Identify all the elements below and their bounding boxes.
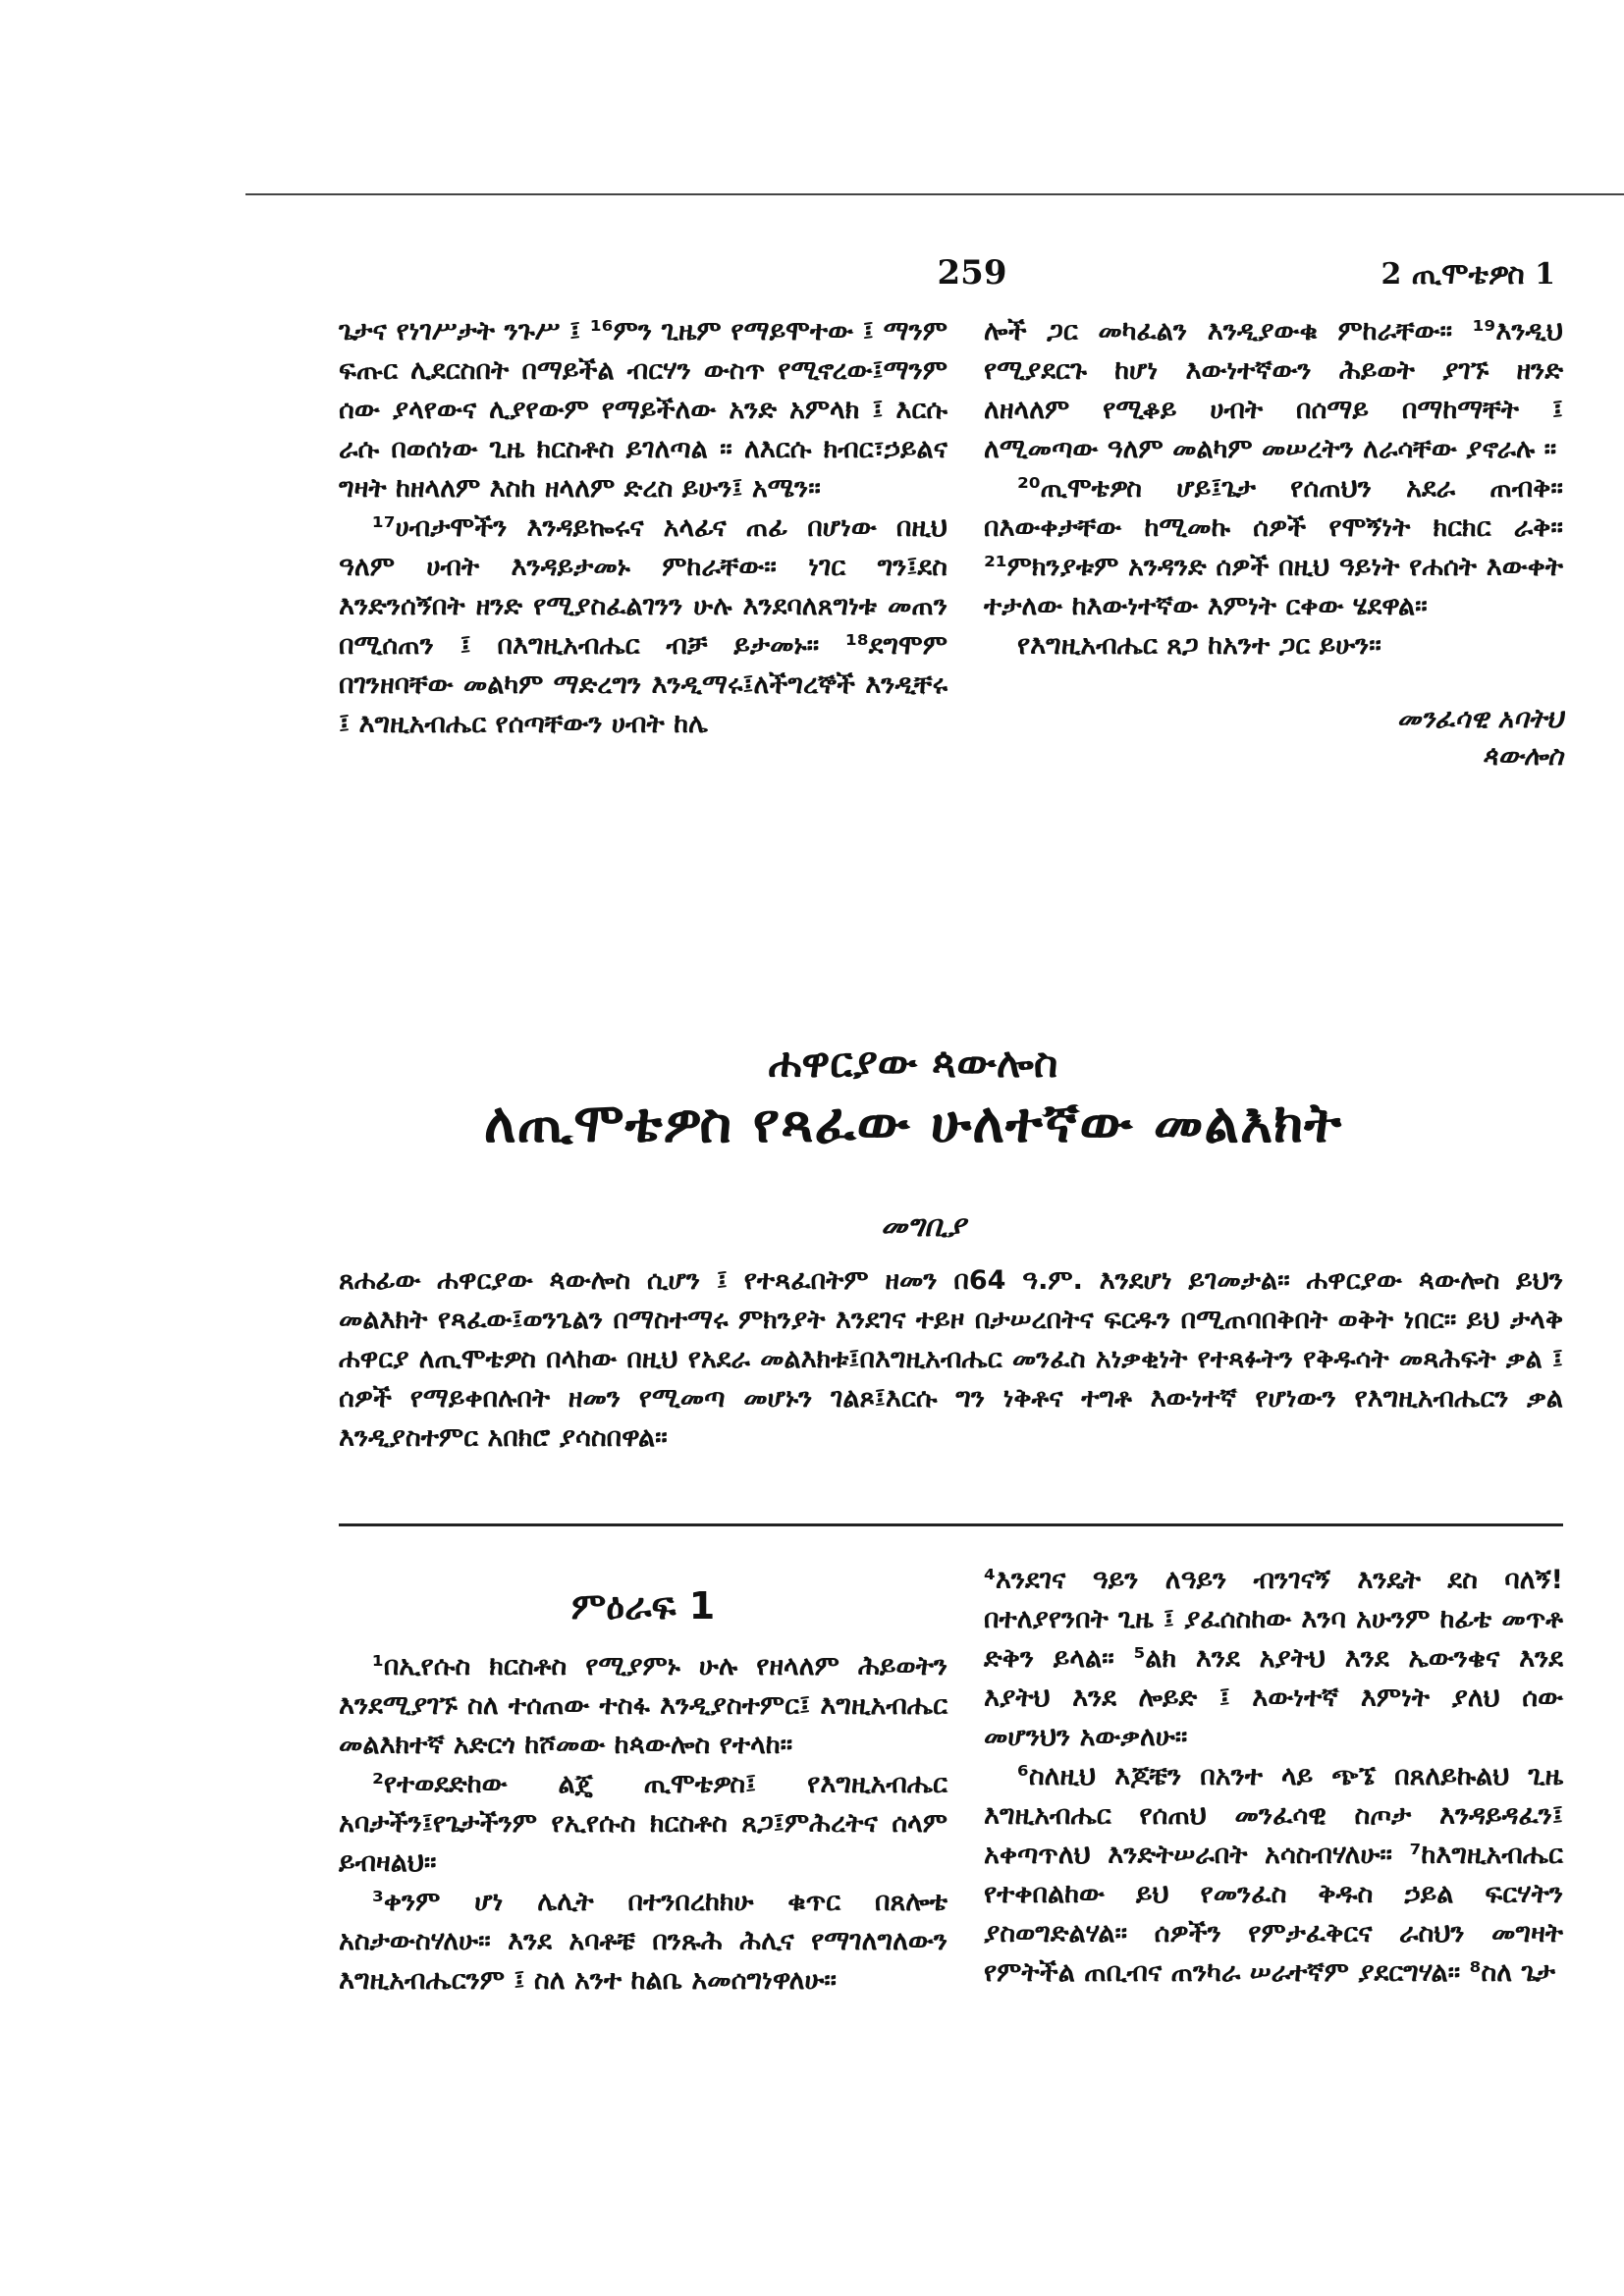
chapter-heading: ምዕራፍ 1 (570, 1584, 716, 1628)
paragraph: የእግዚአብሔር ጸጋ ከአንተ ጋር ይሁን። (1017, 630, 1381, 661)
paragraph: ²⁰ጢሞቴዎስ ሆይ፤ጌታ የሰጠህን አደራ ጠብቅ። በእውቀታቸው ከሚመኩ ሰዎች የሞኝነት ክርክር ራቅ። ²¹ምክንያቱም አንዳንድ ሰዎች በዚህ ዓይነት የሐሰት እውቀት ተታለው ከእውነተኛው እምነት ርቀው ሄደዋል። (984, 473, 1563, 621)
page-number: 259 (937, 253, 1007, 293)
intro-text: ጸሐፊው ሐዋርያው ጳውሎስ ሲሆን ፤ የተጻፈበትም ዘመን በ64 ዓ.ም. እንደሆነ ይገመታል። ሐዋርያው ጳውሎስ ይህን መልእክት የጻፈው፤ወንጌልን በማስተማሩ ምክንያት እንደገና ተይዞ በታሠረበትና ፍርዱን በሚጠባበቅበት ወቅት ነበር። ይህ ታላቅ ሐዋርያ ለጢሞቴዎስ በላከው በዚህ የአደራ መልእክቱ፤በእግዚአብሔር መንፈስ አነቃቂነት የተጻፉትን የቅዱሳት መጻሕፍት ቃል ፤ ሰዎች የማይቀበሉበት ዘመን የሚመጣ መሆኑን ገልጾ፤እርሱ ግን ነቅቶና ተግቶ እውነተኛ የሆነውን የእግዚአብሔርን ቃል እንዲያስተምር አበክሮ ያሳስበዋል። (339, 1265, 1563, 1453)
signature-name: ጳውሎስ (1482, 741, 1563, 772)
chapter-column-1 (339, 1580, 947, 2001)
paragraph: ¹⁷ሀብታሞችን እንዳይኰሩና አላፊና ጠፊ በሆነው በዚህ ዓለም ሀብት እንዳይታመኑ ምከራቸው። ነገር ግን፤ደስ እንድንሰኝበት ዘንድ የሚያስፈልገንን ሁሉ እንደባለጸግነቱ መጠን በሚሰጠን ፤ በእግዚአብሔር ብቻ ይታመኑ። ¹⁸ደግሞም በገንዘባቸው መልካም ማድረግን እንዲማሩ፤ለችግረኞች እንዲቸሩ ፤ እግዚአብሔር የሰጣቸውን ሀብት ከሌ (339, 512, 947, 739)
paragraph: ⁶ስለዚህ እጆቼን በአንተ ላይ ጭኜ በጸለይኩልህ ጊዜ እግዚአብሔር የሰጠህ መንፈሳዊ ስጦታ እንዳይዳፈን፤ አቀጣጥለህ እንድትሠራበት አሳስብሃለሁ። ⁷ከእግዚአብሔር የተቀበልከው ይህ የመንፈስ ቅዱስ ኃይል ፍርሃትን ያስወግድልሃል። ሰዎችን የምታፈቅርና ራስህን መግዛት የምትችል ጠቢብና ጠንካራ ሠራተኛም ያደርግሃል። ⁸ስለ ጌታ (984, 1761, 1563, 1988)
book-author: ሐዋርያው ጳውሎስ (768, 1039, 1058, 1087)
top-rule (245, 193, 1624, 195)
paragraph: ⁴እንደገና ዓይን ለዓይን ብንገናኝ እንዴት ደስ ባለኝ! በተለያየንበት ጊዜ ፤ ያፈሰስከው እንባ አሁንም ከፊቴ መጥቶ ድቅን ይላል። ⁵ልክ እንደ አያትህ እንደ ኤውንቄና እንደ እያትህ እንደ ሎይድ ፤ እውነተኛ እምነት ያለህ ሰው መሆንህን አውቃለሁ። (984, 1565, 1563, 1752)
chapter-column-2 (984, 1561, 1563, 1993)
paragraph: ²የተወደድከው ልጄ ጢሞቴዎስ፤ የእግዚአብሔር አባታችን፤የጌታችንም የኢየሱስ ክርስቶስ ጸጋ፤ምሕረትና ሰላም ይብዛልህ። (339, 1769, 947, 1878)
running-head: 2 ጢሞቴዎስ 1 (1380, 257, 1555, 292)
intro-heading: መግቢያ (880, 1209, 966, 1244)
book-title: ለጢሞቴዎስ የጻፈው ሁለተኛው መልእክት (483, 1092, 1343, 1155)
paragraph: ³ቀንም ሆነ ሌሊት በተንበረከክሁ ቁጥር በጸሎቴ አስታውስሃለሁ። እንደ አባቶቼ በንጹሕ ሕሊና የማገለግለውን እግዚአብሔርንም ፤ ስለ አንተ ከልቤ አመሰግነዋለሁ። (339, 1887, 947, 1996)
paragraph: ሎች ጋር መካፈልን እንዲያውቁ ምከራቸው። ¹⁹እንዲህ የሚያደርጉ ከሆነ እውነተኛውን ሕይወት ያገኙ ዘንድ ለዘላለም የሚቆይ ሀብት በሰማይ በማከማቸት ፤ ለሚመጣው ዓለም መልካም መሠረትን ለራሳቸው ያኖራሉ ። (984, 316, 1563, 464)
prev-section-column-1 (339, 312, 947, 744)
paragraph: ጌታና የነገሥታት ንጉሥ ፤ ¹⁶ምን ጊዜም የማይሞተው ፤ ማንም ፍጡር ሊደርስበት በማይችል ብርሃን ውስጥ የሚኖረው፤ማንም ሰው ያላየውና ሊያየውም የማይችለው አንድ አምላክ ፤ እርሱ ራሱ በወሰነው ጊዜ ክርስቶስ ይገለጣል ። ለእርሱ ክብር፣ኃይልና ግዛት ከዘላለም እስከ ዘላለም ድረስ ይሁን፤ አሜን። (339, 316, 947, 504)
signature-line: መንፈሳዊ አባትህ (1396, 704, 1563, 734)
paragraph: ¹በኢየሱስ ክርስቶስ የሚያምኑ ሁሉ የዘላለም ሕይወትን እንደሚያገኙ ስለ ተሰጠው ተስፋ እንዲያስተምር፤ እግዚአብሔር መልእክተኛ አድርጎ ከሾመው ከጳውሎስ የተላከ። (339, 1651, 947, 1760)
section-divider (339, 1523, 1563, 1526)
prev-section-column-2 (984, 312, 1563, 775)
signature (984, 701, 1563, 775)
